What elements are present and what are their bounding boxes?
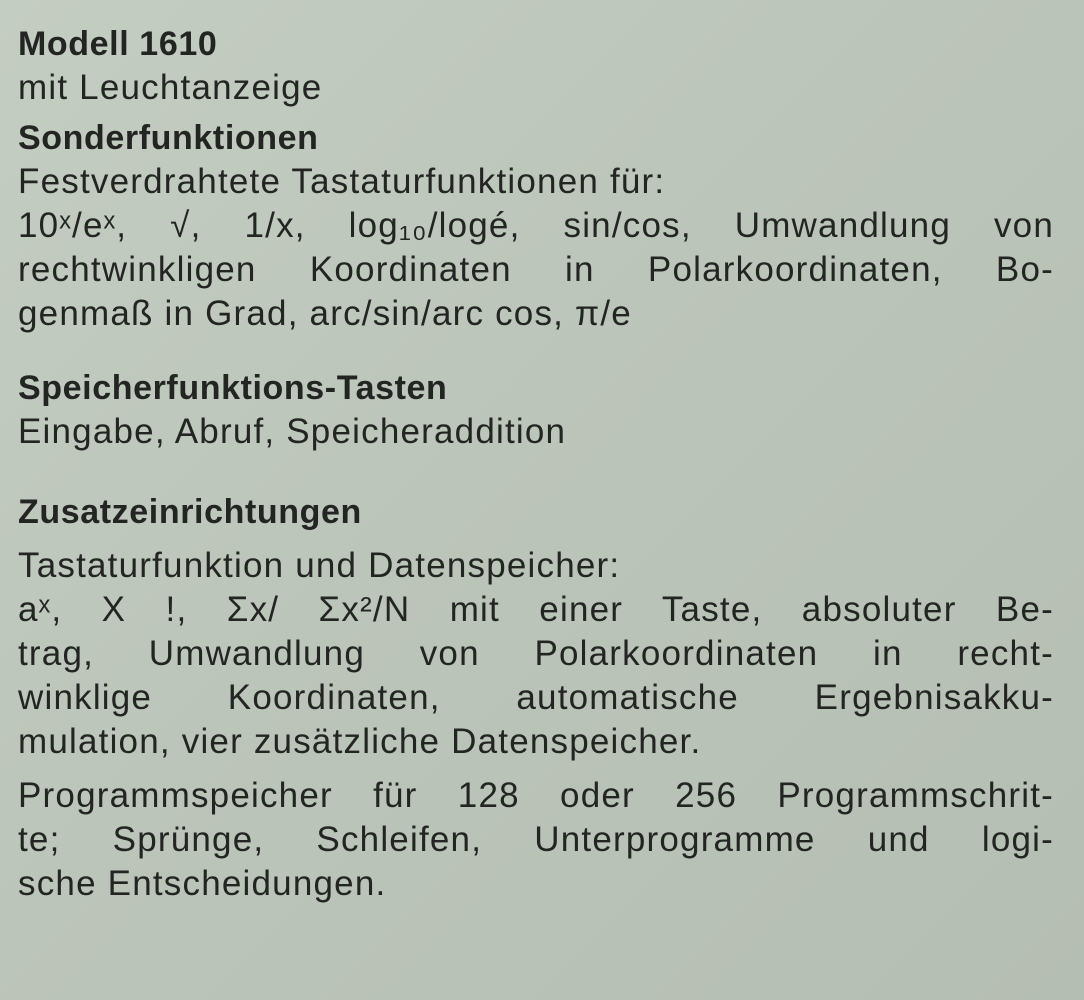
text-line: mulation, vier zusätzliche Datenspeicher. — [18, 722, 702, 761]
text-line: 10ˣ/eˣ, √, 1/x, log₁₀/logé, sin/cos, Umwandlung von — [18, 206, 1054, 245]
text-line: Programmspeicher für 128 oder 256 Programmschrit- — [18, 776, 1054, 815]
section-sonderfunktionen — [18, 116, 1064, 336]
text-line: Eingabe, Abruf, Speicheraddition — [18, 412, 567, 451]
text-line: genmaß in Grad, arc/sin/arc cos, π/e — [18, 294, 632, 333]
section-heading: Speicherfunktions-Tasten — [18, 369, 448, 407]
paragraph — [18, 544, 1064, 764]
text-line: te; Sprünge, Schleifen, Unterprogramme und logi- — [18, 820, 1054, 859]
text-line: winklige Koordinaten, automatische Ergebnisakku- — [18, 678, 1054, 717]
section-speicherfunktions-tasten — [18, 366, 1064, 454]
model-title: Modell 1610 — [18, 25, 218, 63]
text-line: rechtwinkligen Koordinaten in Polarkoordinaten, Bo- — [18, 250, 1054, 289]
text-line: aˣ, X !, Σx/ Σx²/N mit einer Taste, absoluter Be- — [18, 590, 1054, 629]
text-line: sche Entscheidungen. — [18, 864, 387, 903]
section-heading: Zusatzeinrichtungen — [18, 493, 362, 531]
text-line: Tastaturfunktion und Datenspeicher: — [18, 546, 621, 585]
model-subtitle: mit Leuchtanzeige — [18, 68, 323, 107]
paragraph — [18, 774, 1064, 906]
section-zusatzeinrichtungen — [18, 490, 1064, 906]
text-line: Festverdrahtete Tastaturfunktionen für: — [18, 162, 666, 201]
section-heading: Sonderfunktionen — [18, 119, 319, 157]
text-line: trag, Umwandlung von Polarkoordinaten in recht- — [18, 634, 1054, 673]
document-page — [18, 22, 1064, 906]
